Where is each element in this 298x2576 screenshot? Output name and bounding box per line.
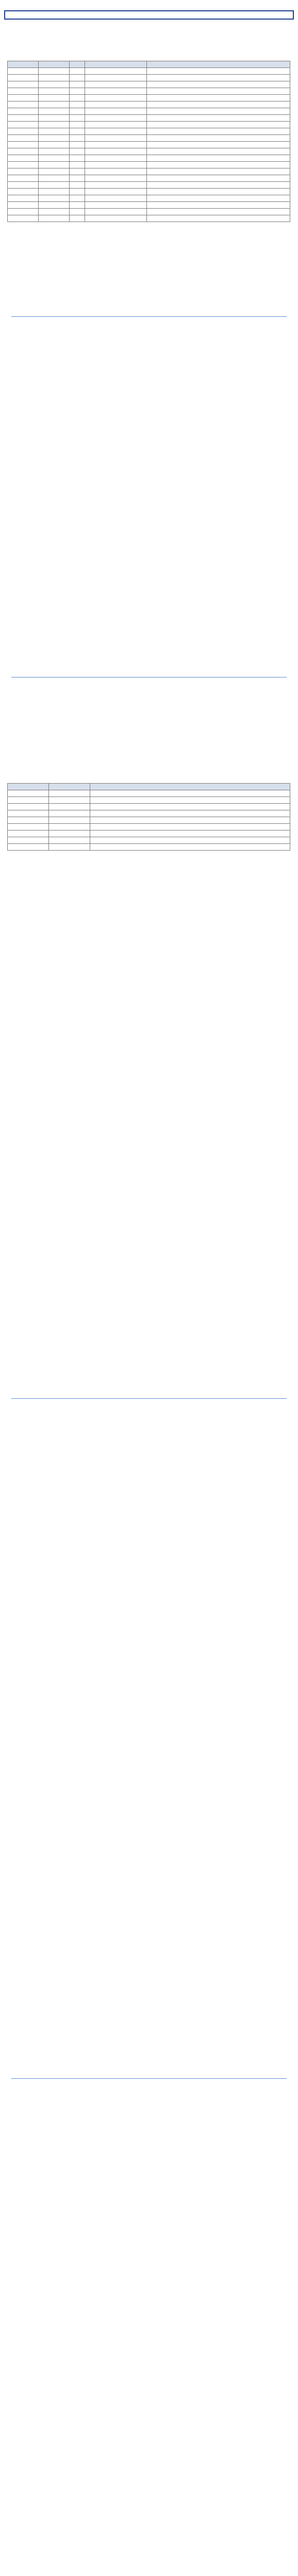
table-row <box>8 790 290 797</box>
table-row <box>8 175 290 182</box>
section-title-1 <box>5 54 160 59</box>
table-row <box>8 95 290 101</box>
table-row <box>8 101 290 108</box>
announcement-date <box>175 40 258 44</box>
table-row <box>8 844 290 851</box>
section-title-2 <box>5 335 160 340</box>
section-text <box>7 1503 290 1507</box>
table-row <box>8 195 290 202</box>
table-row <box>8 162 290 168</box>
table-row <box>8 817 290 824</box>
table-row <box>8 81 290 88</box>
table-row <box>8 831 290 837</box>
table-row <box>8 797 290 804</box>
table-row <box>8 202 290 209</box>
footer-rule <box>11 2078 287 2079</box>
table-header-row <box>8 784 290 790</box>
slogan-logo <box>243 314 285 319</box>
page-footer <box>0 2071 298 2087</box>
table-row <box>8 115 290 122</box>
recruitment-table <box>7 61 290 222</box>
top-note <box>5 5 170 8</box>
title-box <box>4 10 294 20</box>
page-footer <box>0 1391 298 1406</box>
table-row <box>8 804 290 810</box>
table-row <box>8 135 290 142</box>
table-row <box>8 142 290 148</box>
table-row <box>8 837 290 844</box>
table-row <box>8 88 290 95</box>
note-text <box>7 216 290 220</box>
table-row <box>8 810 290 817</box>
section-text <box>7 2173 290 2177</box>
intro-paragraph <box>7 24 292 39</box>
qualification-table <box>7 783 290 851</box>
section-title-4 <box>5 773 160 778</box>
incheon-logo <box>13 314 44 319</box>
footer-rule <box>11 1398 287 1399</box>
table-header-row <box>8 61 290 68</box>
table-row <box>8 209 290 215</box>
section-text <box>7 576 290 580</box>
table-row <box>8 108 290 115</box>
section-title-5 <box>5 1494 160 1499</box>
table-row <box>8 824 290 831</box>
section-text <box>7 344 290 348</box>
table-row <box>8 68 290 75</box>
section-title-6 <box>5 2164 160 2169</box>
announcing-organization <box>175 45 258 49</box>
page-footer <box>0 309 298 325</box>
table-row <box>8 189 290 195</box>
table-row <box>8 182 290 189</box>
section-title-3 <box>5 567 160 572</box>
table-row <box>8 75 290 81</box>
table-row <box>8 148 290 155</box>
table-row <box>8 155 290 162</box>
table-row <box>8 168 290 175</box>
table-row <box>8 128 290 135</box>
table-row <box>8 122 290 128</box>
page-footer <box>0 670 298 685</box>
